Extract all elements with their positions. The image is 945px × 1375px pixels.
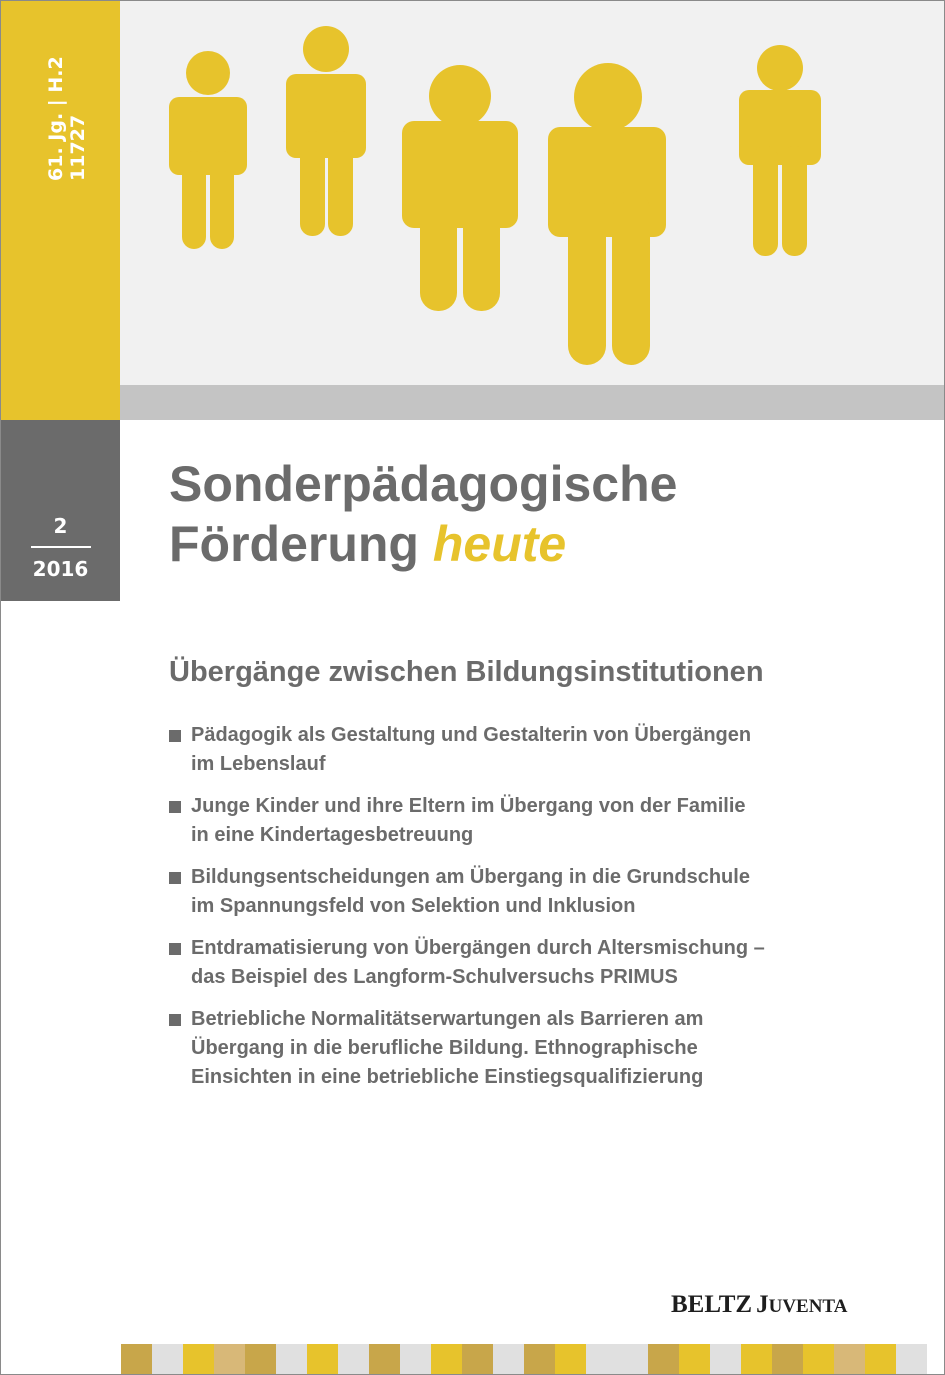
publisher-logo — [671, 1291, 847, 1319]
gray-band — [120, 385, 944, 420]
title-line-2 — [169, 514, 677, 574]
title-line-2-main: Förderung — [169, 516, 433, 572]
decorative-square — [307, 1344, 338, 1374]
issue-box — [1, 420, 120, 601]
toc-line: im Lebenslauf — [191, 753, 326, 775]
decorative-square — [338, 1344, 369, 1374]
title-accent: heute — [432, 516, 567, 572]
decorative-square — [586, 1344, 617, 1374]
decorative-square — [524, 1344, 555, 1374]
square-bullet-icon — [169, 872, 181, 884]
toc-line: Betriebliche Normalitätserwartungen als Barrieren am — [191, 1008, 704, 1030]
decorative-square — [214, 1344, 245, 1374]
square-bullet-icon — [169, 730, 181, 742]
toc-line: Einsichten in eine betriebliche Einstiegsqualifizierung — [191, 1066, 704, 1088]
code-line: 11727 — [67, 114, 89, 181]
decorative-square — [152, 1344, 183, 1374]
decorative-square — [276, 1344, 307, 1374]
person-icon — [548, 63, 666, 365]
decorative-square — [121, 1344, 152, 1374]
issue-year: 2016 — [32, 557, 89, 581]
person-icon — [402, 65, 518, 311]
decorative-square — [617, 1344, 648, 1374]
toc-line: das Beispiel des Langform-Schulversuchs PRIMUS — [191, 966, 678, 988]
toc-item — [169, 863, 929, 921]
decorative-square — [710, 1344, 741, 1374]
toc-item — [169, 721, 929, 779]
decorative-square — [431, 1344, 462, 1374]
decorative-square — [493, 1344, 524, 1374]
yellow-side-strip — [1, 1, 120, 420]
decorative-square — [555, 1344, 586, 1374]
square-bullet-icon — [169, 943, 181, 955]
decorative-square — [834, 1344, 865, 1374]
volume-line: 61. Jg. | H.2 — [45, 56, 67, 181]
issue-divider — [31, 546, 91, 548]
publisher-rest: UVENTA — [768, 1296, 848, 1317]
decorative-square — [369, 1344, 400, 1374]
decorative-square — [865, 1344, 896, 1374]
decorative-square — [400, 1344, 431, 1374]
decorative-square — [183, 1344, 214, 1374]
toc-line: in eine Kindertagesbetreuung — [191, 824, 474, 846]
toc-line: Pädagogik als Gestaltung und Gestalterin von Übergängen — [191, 724, 752, 746]
toc-item — [169, 792, 929, 850]
decorative-square — [462, 1344, 493, 1374]
publisher-name-part2 — [756, 1291, 847, 1318]
toc-line: Junge Kinder und ihre Eltern im Übergang von der Familie — [191, 795, 746, 817]
issue-info-vertical — [45, 1, 89, 181]
issue-number: 2 — [53, 514, 68, 538]
issue-theme: Übergänge zwischen Bildungsinstitutionen — [169, 656, 764, 688]
decorative-square-strip — [121, 1344, 927, 1374]
publisher-name-part1: BELTZ — [671, 1291, 753, 1318]
decorative-square — [803, 1344, 834, 1374]
square-bullet-icon — [169, 1014, 181, 1026]
publisher-initial: J — [756, 1291, 769, 1318]
people-figures — [120, 1, 944, 385]
title-line-1: Sonderpädagogische — [169, 456, 678, 512]
toc-line: im Spannungsfeld von Selektion und Inklusion — [191, 895, 636, 917]
decorative-square — [896, 1344, 927, 1374]
toc-line: Übergang in die berufliche Bildung. Ethnographische — [191, 1037, 698, 1059]
toc-item — [169, 1005, 929, 1092]
person-icon — [169, 51, 247, 249]
person-icon — [739, 45, 821, 256]
figures-illustration — [120, 1, 944, 385]
square-bullet-icon — [169, 801, 181, 813]
decorative-square — [648, 1344, 679, 1374]
decorative-square — [679, 1344, 710, 1374]
journal-title — [169, 454, 677, 574]
toc-line: Entdramatisierung von Übergängen durch Altersmischung – — [191, 937, 765, 959]
person-icon — [286, 26, 366, 236]
table-of-contents — [169, 721, 929, 1105]
decorative-square — [741, 1344, 772, 1374]
toc-line: Bildungsentscheidungen am Übergang in die Grundschule — [191, 866, 750, 888]
toc-item — [169, 934, 929, 992]
decorative-square — [772, 1344, 803, 1374]
decorative-square — [245, 1344, 276, 1374]
